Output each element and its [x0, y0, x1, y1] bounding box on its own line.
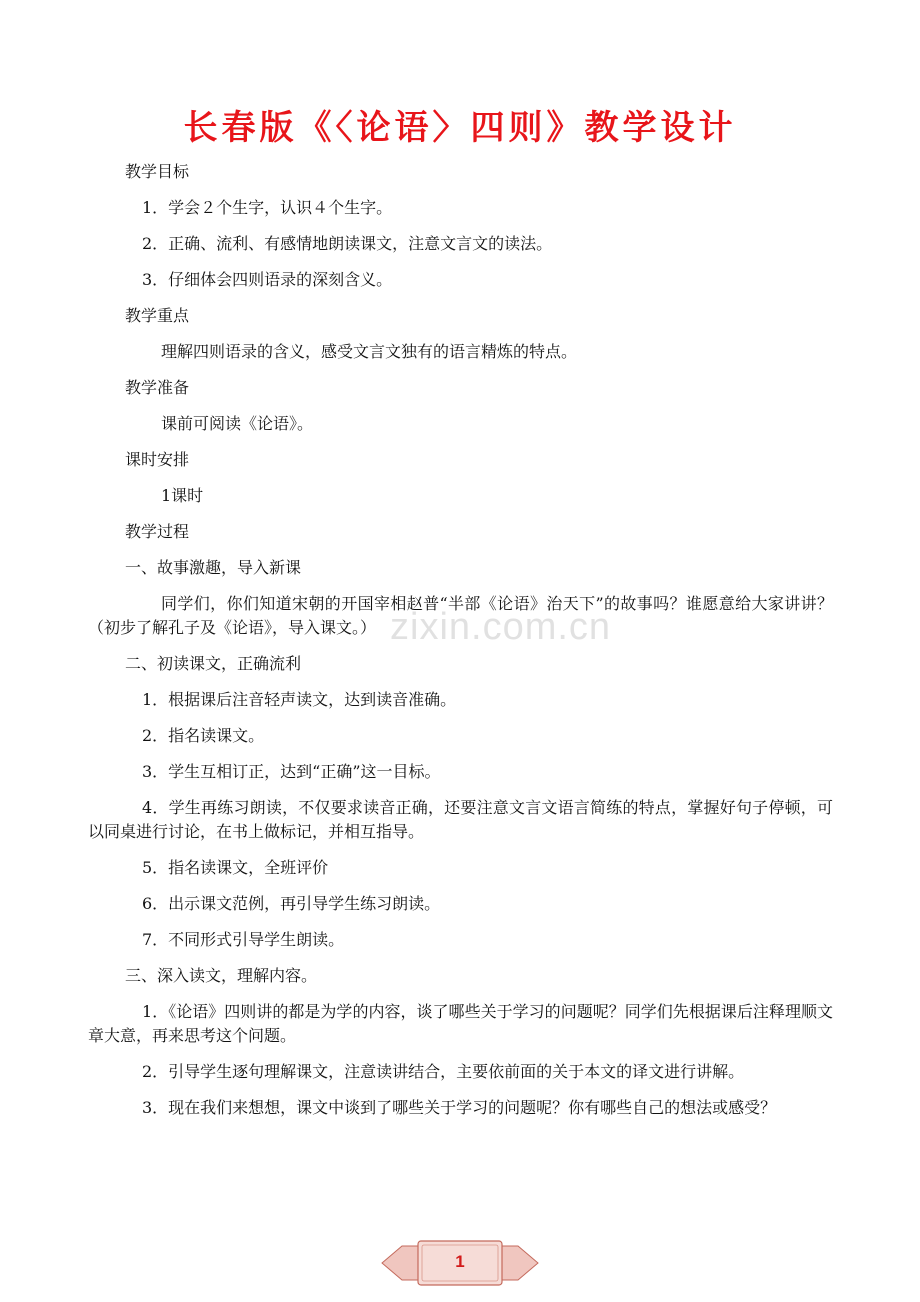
- subsection-heading: 一、故事激趣，导入新课: [125, 558, 302, 577]
- list-item: 2．引导学生逐句理解课文，注意读讲结合，主要依前面的关于本文的译文进行讲解。: [142, 1062, 745, 1081]
- list-item: 3．学生互相订正，达到“正确”这一目标。: [142, 762, 441, 781]
- document-body: [88, 160, 833, 1132]
- paragraph: 理解四则语录的含义，感受文言文独有的语言精炼的特点。: [161, 342, 578, 361]
- list-item: 6．出示课文范例，再引导学生练习朗读。: [142, 894, 441, 913]
- watermark: zixin.com.cn: [390, 606, 612, 648]
- list-item: 1．《论语》四则讲的都是为学的内容，谈了哪些关于学习的问题呢？同学们先根据课后注释理顺文章大意，再来思考这个问题。: [88, 1002, 833, 1045]
- list-item: 1．根据课后注音轻声读文，达到读音准确。: [142, 690, 457, 709]
- section-heading: 教学重点: [125, 306, 190, 325]
- paragraph: 课前可阅读《论语》。: [161, 414, 314, 433]
- list-item: 7．不同形式引导学生朗读。: [142, 930, 345, 949]
- document-title: 长春版《〈论语〉四则》教学设计: [183, 108, 737, 148]
- section-heading: 教学准备: [125, 378, 190, 397]
- list-item: 5．指名读课文，全班评价: [142, 858, 329, 877]
- subsection-heading: 三、深入读文，理解内容。: [125, 966, 318, 985]
- section-heading: 教学目标: [125, 162, 190, 181]
- list-item: 2．正确、流利、有感情地朗读课文，注意文言文的读法。: [142, 234, 553, 253]
- section-heading: 课时安排: [125, 450, 190, 469]
- list-item: 1．学会２个生字，认识４个生字。: [142, 198, 393, 217]
- list-item: 4．学生再练习朗读，不仅要求读音正确，还要注意文言文语言简练的特点，掌握好句子停顿，可以同桌进行讨论，在书上做标记，并相互指导。: [88, 798, 833, 841]
- paragraph: 同学们，你们知道宋朝的开国宰相赵普“半部《论语》治天下”的故事吗？谁愿意给大家讲讲？（初步了解孔子及《论语》，导入课文。）: [88, 594, 833, 637]
- list-item: 3．现在我们来想想，课文中谈到了哪些关于学习的问题呢？你有哪些自己的想法或感受？: [142, 1098, 777, 1117]
- page-number: 1: [455, 1252, 465, 1271]
- subsection-heading: 二、初读课文，正确流利: [125, 654, 302, 673]
- section-heading: 教学过程: [125, 522, 190, 541]
- paragraph: 1课时: [161, 486, 204, 505]
- list-item: 3．仔细体会四则语录的深刻含义。: [142, 270, 393, 289]
- list-item: 2．指名读课文。: [142, 726, 265, 745]
